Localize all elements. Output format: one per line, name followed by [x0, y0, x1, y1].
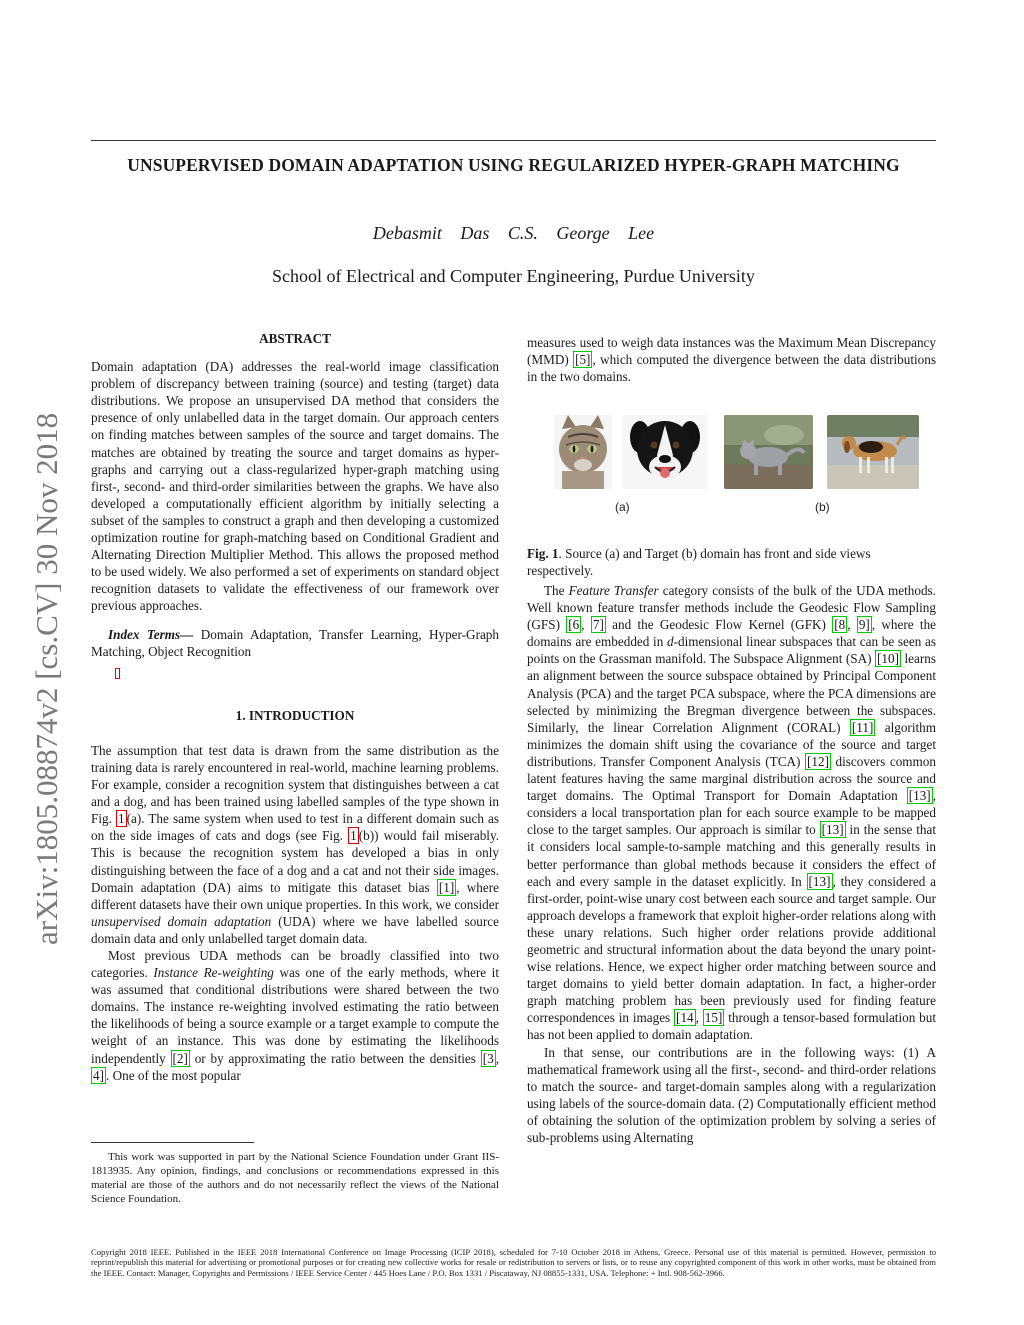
right-paragraph-2: In that sense, our contributions are in the following ways: (1) A mathematical framework using all the first-, second- and third-order relations to match the source- and target-domain samples along with a regularization using labels of the source-domain data. (2) Computationally efficient method of obtaining the solution of the optimization problem by solving a series of sub-problems using Alternating	[527, 1044, 936, 1145]
abstract-text: Domain adaptation (DA) addresses the real-world image classification problem of discrepancy between training (source) and testing (target) data distributions. We propose an unsupervised DA method that considers the presence of only unlabelled data in the target domain. Our approach centers on finding matches between samples of the source and target domains. The matches are obtained by treating the source and target domains as hyper-graphs and carrying out a class-regularized hyper-graph matching using first-, second- and third-order similarities between the graphs. We have also developed a computationally efficient algorithm by initially selecting a subset of the samples to construct a graph and then developing a customized optimization routine for graph-matching based on Conditional Gradient and Alternating Direction Multiplier Method. This allows the proposed method to be used widely. We also performed a set of experiments on standard object recognition datasets to validate the effectiveness of our framework over previous approaches.	[91, 359, 499, 614]
top-rule	[91, 140, 936, 141]
intro-heading: 1. INTRODUCTION	[235, 707, 355, 723]
figure-caption: Fig. 1. Source (a) and Target (b) domain has front and side views respectively.	[527, 546, 871, 579]
intro-paragraph-1: The assumption that test data is drawn from the same distribution as the training data is rarely encountered in real-world, machine learning problems. For example, consider a recognition system that distinguishes between a cat and a dog, and has been trained using labelled samples of the type shown in Fig. 1 (a). The same system when used to test in a different domain such as on the side images of cats and dogs (see Fig. 1 (b)) would fail miserably. This is because the recognition system has developed a bias in only distinguishing between the face of a dog and a cat and not their side images. Domain adaptation (DA) aims to mitigate this dataset bias [1] , where different datasets have their own unique properties. In this work, we consider unsupervised domain adaptation (UDA) where we have labelled source domain data and only unlabelled target domain data.	[91, 742, 500, 946]
index-terms-text: Domain Adaptation, Transfer Learning, Hyper-Graph Matching, Object Recognition	[91, 626, 499, 659]
index-terms-label: Index Terms—	[108, 626, 194, 642]
fig-ref-link[interactable]: 1	[350, 828, 357, 844]
fig-ref-link[interactable]: 1	[117, 811, 125, 827]
citation-link[interactable]: [13]	[821, 822, 844, 838]
citation-link[interactable]: [14	[676, 1010, 694, 1026]
citation-link[interactable]: 15]	[704, 1010, 723, 1026]
right-paragraph-0: measures used to weigh data instances was the Maximum Mean Discrepancy (MMD) [5] , which computed the divergence between the data distributions in the two domains.	[527, 335, 936, 385]
citation-link[interactable]: [5]	[575, 352, 591, 368]
citation-link[interactable]: [13]	[908, 788, 931, 804]
citation-link[interactable]: [1]	[438, 879, 455, 895]
left-column	[91, 330, 499, 1084]
cat-side-image	[724, 415, 813, 489]
index-terms	[91, 626, 499, 660]
figure-1	[527, 405, 936, 505]
right-paragraph-1: The Feature Transfer category consists of the bulk of the UDA methods. Well known feature transfer methods include the Geodesic Flow Sampling (GFS) [6 , 7] and the Geodesic Flow Kernel (GFK) [8 , 9] , where the domains are embedded in d-dimensional linear subspaces that can be seen as points on the Grassman manifold. The Subspace Alignment (SA) [10] learns an alignment between the source subspace obtained by Principal Component Analysis (PCA) and the target PCA subspace, where the PCA dimensions are selected by minimizing the Bregman divergence between the subspaces. Similarly, the linear Correlation Alignment (CORAL) [11] algorithm minimizes the domain shift using the covariance of the source and target distributions. Transfer Component Analysis (TCA) [12] discovers common latent features having the same marginal distribution across the source and target domains. The Optimal Transport for Domain Adaptation [13] , considers a local transportation plan for each source example to be mapped close to the target samples. Our approach is similar to [13] in the sense that it considers local sample-to-sample matching and this generally results in better performance than global methods because it considers the effect of each and every sample in the dataset explicitly. In [13] , they considered a first-order, point-wise unary cost between each source and target sample. Our approach develops a framework that exploit higher-order relations along with these unary relations. Such higher order relations provide additional geometric and structural information about the data beyond the unary point-wise relations. Hence, we expect higher order matching between source and target domains to yield better domain adaptation. In fact, a higher-order graph matching problem has been previously used for finding feature correspondences in images [14 , 15] through a tensor-based formulation but has not been applied to domain adaptation.	[527, 583, 937, 1043]
citation-link[interactable]: 9]	[858, 617, 870, 633]
citation-link[interactable]: [10]	[877, 651, 900, 667]
footnote-rule	[91, 1142, 254, 1143]
dog-side-image	[827, 415, 919, 489]
citation-link[interactable]: [11]	[851, 719, 874, 735]
citation-link[interactable]: [6	[568, 617, 580, 633]
right-column-top	[527, 334, 936, 385]
intro-paragraph-2: Most previous UDA methods can be broadly classified into two categories. Instance Re-weighting was one of the early methods, where it was assumed that conditional distributions were shared between the two domains. The instance re-weighting involved estimating the ratio between the likelihoods of being a source example or a target example to compute the weight of an instance. This was done by estimating the likelihoods independently [2] or by approximating the ratio between the densities [3 , 4] . One of the most popular	[91, 948, 500, 1083]
cat-front-image	[554, 415, 612, 489]
footnote: This work was supported in part by the National Science Foundation under Grant IIS-1813935. Any opinion, findings, and conclusions or recommendations expressed in this material are those of the authors and do not necessarily reflect the views of the National Science Foundation.	[91, 1151, 499, 1205]
citation-link[interactable]: 4]	[93, 1067, 104, 1083]
citation-link[interactable]: [8	[834, 617, 846, 633]
authors: Debasmit Das C.S. George Lee	[372, 223, 655, 243]
citation-link[interactable]: [3	[482, 1050, 494, 1066]
citation-link[interactable]: [12]	[806, 753, 829, 769]
abstract-heading: ABSTRACT	[259, 331, 331, 346]
paper-title: UNSUPERVISED DOMAIN ADAPTATION USING REGULARIZED HYPER-GRAPH MATCHING	[127, 155, 900, 175]
figure-label-b: (b)	[815, 500, 830, 514]
affiliation: School of Electrical and Computer Engineering, Purdue University	[272, 266, 755, 286]
dog-front-image	[622, 415, 708, 489]
citation-link[interactable]: [13]	[808, 873, 831, 889]
figure-label-a: (a)	[615, 500, 630, 514]
copyright-notice: Copyright 2018 IEEE. Published in the IEEE 2018 International Conference on Image Processing (ICIP 2018), scheduled for 7-10 October 2018 in Athens, Greece. Personal use of this material is permitted. However, permission to reprint/republish this material for advertising or promotional purposes or for creating new collective works for resale or redistribution to servers or lists, or to reuse any copyrighted component of this work in other works, must be obtained from the IEEE. Contact: Manager, Copyrights and Permissions / IEEE Service Center / 445 Hoes Lane / P.O. Box 1331 / Piscataway, NJ 08855-1331, USA. Telephone: + Intl. 908-562-3966.	[91, 1247, 936, 1278]
citation-link[interactable]: [2]	[172, 1050, 188, 1066]
arxiv-stamp: arXiv:1805.08874v2 [cs.CV] 30 Nov 2018	[29, 412, 64, 945]
footnote-marker[interactable]	[115, 666, 499, 683]
citation-link[interactable]: 7]	[592, 617, 604, 633]
right-column-body	[527, 582, 936, 1146]
